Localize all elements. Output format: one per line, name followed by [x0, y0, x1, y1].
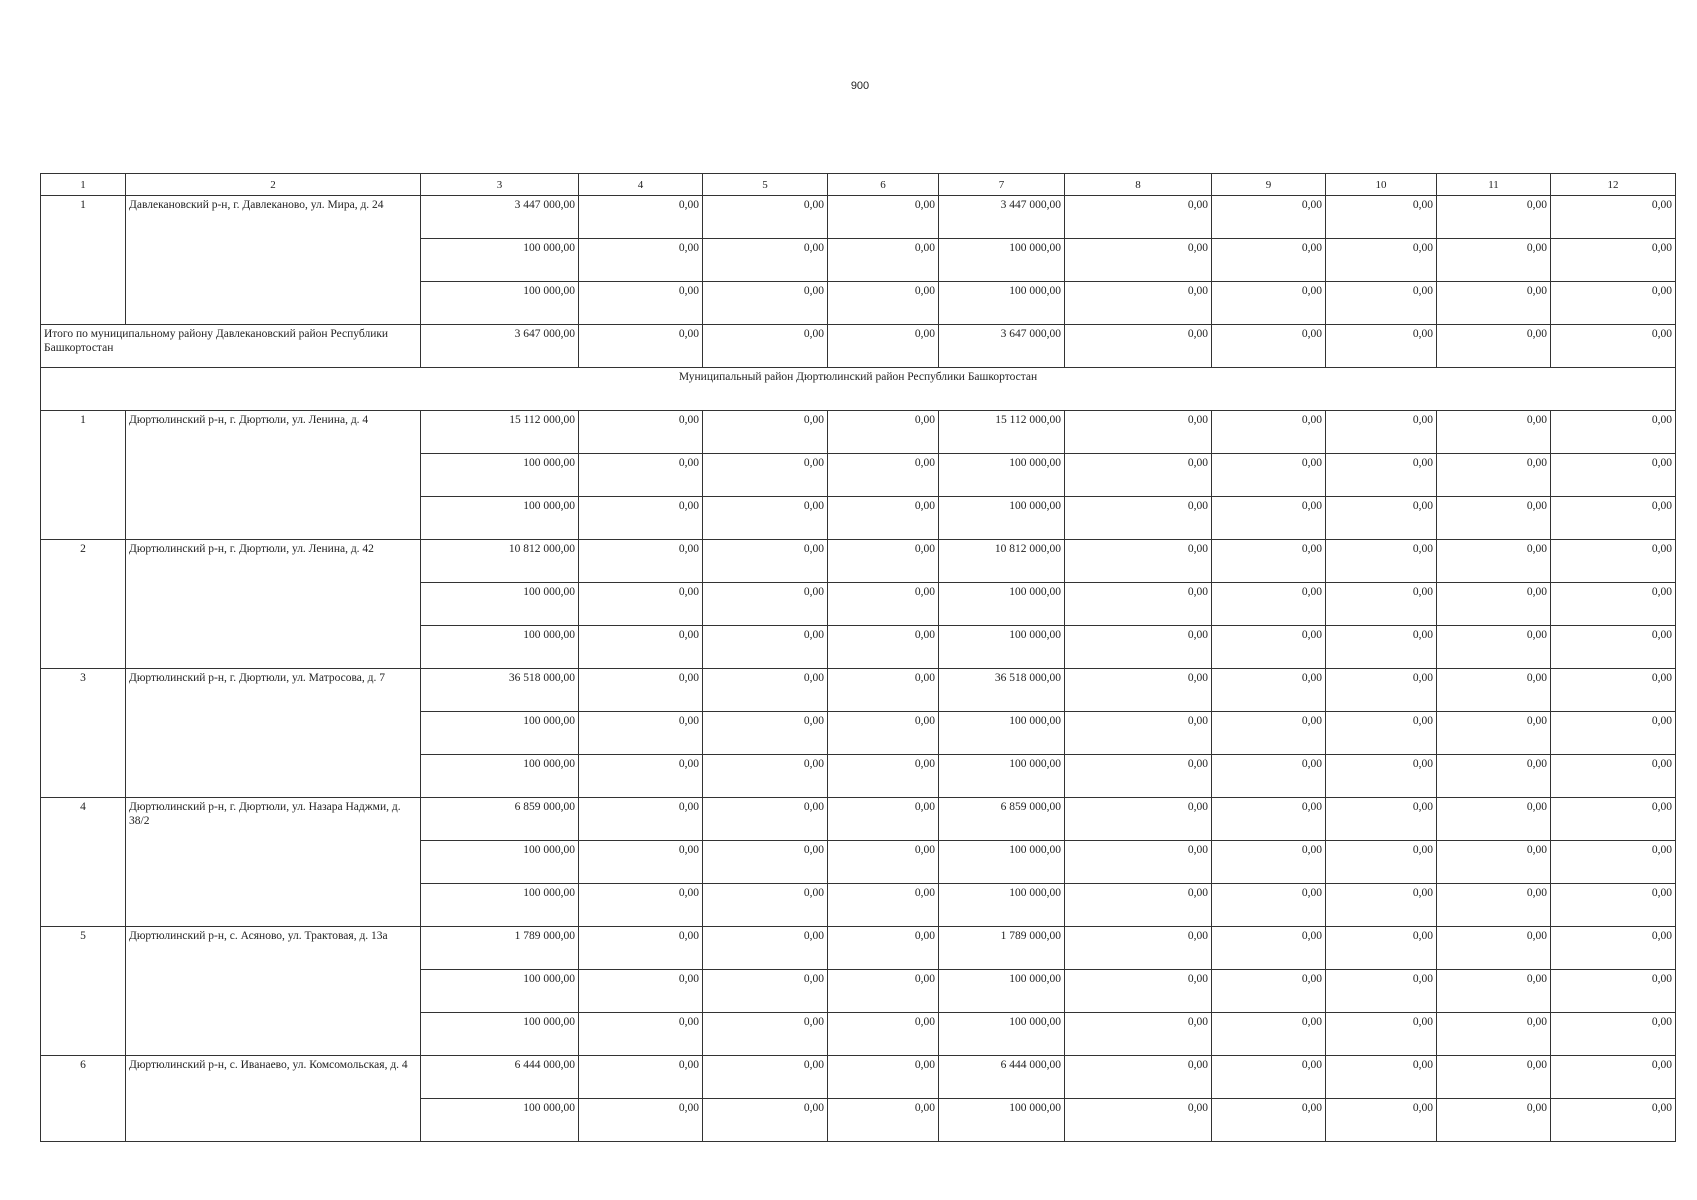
value-cell: 100 000,00 — [421, 841, 579, 884]
value-cell: 0,00 — [703, 1099, 828, 1142]
page-number: 900 — [850, 80, 870, 92]
value-cell: 0,00 — [1212, 669, 1326, 712]
value-cell: 0,00 — [1551, 282, 1676, 325]
value-cell: 0,00 — [1212, 755, 1326, 798]
value-cell: 100 000,00 — [421, 583, 579, 626]
value-cell: 100 000,00 — [939, 239, 1065, 282]
value-cell: 0,00 — [703, 1013, 828, 1056]
value-cell: 0,00 — [1212, 841, 1326, 884]
address-cell: Дюртюлинский р-н, г. Дюртюли, ул. Матросова, д. 7 — [126, 669, 421, 798]
value-cell: 0,00 — [1437, 239, 1551, 282]
value-cell: 0,00 — [1065, 583, 1212, 626]
value-cell: 0,00 — [828, 497, 939, 540]
table-row — [41, 196, 1676, 239]
value-cell: 0,00 — [1212, 239, 1326, 282]
value-cell: 0,00 — [1437, 454, 1551, 497]
value-cell: 0,00 — [1326, 712, 1437, 755]
total-row — [41, 325, 1676, 368]
value-cell: 0,00 — [828, 1056, 939, 1099]
address-cell: Давлекановский р-н, г. Давлеканово, ул. Мира, д. 24 — [126, 196, 421, 325]
value-cell: 0,00 — [828, 927, 939, 970]
value-cell: 0,00 — [579, 970, 703, 1013]
value-cell: 0,00 — [579, 454, 703, 497]
total-value-cell: 0,00 — [1065, 325, 1212, 368]
value-cell: 100 000,00 — [421, 239, 579, 282]
value-cell: 1 789 000,00 — [421, 927, 579, 970]
section-title: Муниципальный район Дюртюлинский район Республики Башкортостан — [41, 368, 1676, 411]
value-cell: 0,00 — [703, 798, 828, 841]
value-cell: 0,00 — [1065, 1099, 1212, 1142]
value-cell: 100 000,00 — [939, 1099, 1065, 1142]
value-cell: 0,00 — [579, 884, 703, 927]
address-cell: Дюртюлинский р-н, г. Дюртюли, ул. Назара Наджми, д. 38/2 — [126, 798, 421, 927]
value-cell: 100 000,00 — [939, 1013, 1065, 1056]
column-header: 3 — [421, 174, 579, 196]
value-cell: 0,00 — [1065, 540, 1212, 583]
value-cell: 0,00 — [828, 1013, 939, 1056]
value-cell: 0,00 — [828, 884, 939, 927]
value-cell: 15 112 000,00 — [939, 411, 1065, 454]
value-cell: 0,00 — [579, 669, 703, 712]
value-cell: 0,00 — [1212, 1013, 1326, 1056]
value-cell: 0,00 — [828, 712, 939, 755]
table-row — [41, 669, 1676, 712]
value-cell: 0,00 — [579, 1099, 703, 1142]
value-cell: 0,00 — [703, 540, 828, 583]
value-cell: 6 444 000,00 — [939, 1056, 1065, 1099]
value-cell: 0,00 — [1326, 927, 1437, 970]
value-cell: 0,00 — [1326, 669, 1437, 712]
value-cell: 0,00 — [1437, 927, 1551, 970]
value-cell: 0,00 — [579, 927, 703, 970]
value-cell: 0,00 — [703, 841, 828, 884]
value-cell: 0,00 — [1437, 282, 1551, 325]
value-cell: 0,00 — [1212, 712, 1326, 755]
total-value-cell: 0,00 — [828, 325, 939, 368]
value-cell: 0,00 — [1065, 927, 1212, 970]
value-cell: 0,00 — [1065, 454, 1212, 497]
value-cell: 0,00 — [703, 497, 828, 540]
value-cell: 0,00 — [1212, 497, 1326, 540]
value-cell: 0,00 — [828, 626, 939, 669]
value-cell: 0,00 — [1551, 454, 1676, 497]
value-cell: 100 000,00 — [421, 626, 579, 669]
row-number: 1 — [41, 411, 126, 540]
value-cell: 0,00 — [1065, 798, 1212, 841]
total-value-cell: 0,00 — [579, 325, 703, 368]
value-cell: 0,00 — [1065, 497, 1212, 540]
value-cell: 100 000,00 — [939, 497, 1065, 540]
value-cell: 0,00 — [1551, 669, 1676, 712]
value-cell: 0,00 — [828, 282, 939, 325]
address-cell: Дюртюлинский р-н, г. Дюртюли, ул. Ленина, д. 42 — [126, 540, 421, 669]
value-cell: 0,00 — [1326, 282, 1437, 325]
value-cell: 10 812 000,00 — [421, 540, 579, 583]
value-cell: 0,00 — [579, 540, 703, 583]
column-header: 2 — [126, 174, 421, 196]
value-cell: 0,00 — [1065, 239, 1212, 282]
value-cell: 0,00 — [1551, 239, 1676, 282]
value-cell: 100 000,00 — [939, 970, 1065, 1013]
value-cell: 0,00 — [1551, 841, 1676, 884]
value-cell: 0,00 — [828, 239, 939, 282]
value-cell: 3 447 000,00 — [421, 196, 579, 239]
value-cell: 6 444 000,00 — [421, 1056, 579, 1099]
value-cell: 0,00 — [579, 798, 703, 841]
table-row — [41, 1056, 1676, 1099]
total-value-cell: 0,00 — [703, 325, 828, 368]
row-number: 2 — [41, 540, 126, 669]
total-value-cell: 0,00 — [1212, 325, 1326, 368]
data-table — [40, 173, 1676, 1142]
value-cell: 0,00 — [828, 970, 939, 1013]
table-row — [41, 540, 1676, 583]
value-cell: 100 000,00 — [421, 755, 579, 798]
value-cell: 0,00 — [1212, 927, 1326, 970]
value-cell: 0,00 — [1551, 196, 1676, 239]
value-cell: 0,00 — [1437, 669, 1551, 712]
value-cell: 0,00 — [1212, 282, 1326, 325]
value-cell: 0,00 — [1437, 1056, 1551, 1099]
value-cell: 0,00 — [1551, 970, 1676, 1013]
table-row — [41, 411, 1676, 454]
value-cell: 0,00 — [1551, 497, 1676, 540]
value-cell: 36 518 000,00 — [939, 669, 1065, 712]
value-cell: 0,00 — [828, 454, 939, 497]
value-cell: 0,00 — [1212, 970, 1326, 1013]
value-cell: 100 000,00 — [421, 884, 579, 927]
value-cell: 0,00 — [1551, 540, 1676, 583]
value-cell: 6 859 000,00 — [939, 798, 1065, 841]
address-cell: Дюртюлинский р-н, с. Иванаево, ул. Комсомольская, д. 4 — [126, 1056, 421, 1142]
value-cell: 0,00 — [703, 454, 828, 497]
value-cell: 0,00 — [703, 927, 828, 970]
total-value-cell: 3 647 000,00 — [939, 325, 1065, 368]
value-cell: 0,00 — [1551, 1099, 1676, 1142]
total-value-cell: 3 647 000,00 — [421, 325, 579, 368]
value-cell: 0,00 — [703, 884, 828, 927]
value-cell: 0,00 — [1065, 841, 1212, 884]
value-cell: 0,00 — [1326, 755, 1437, 798]
value-cell: 0,00 — [1437, 1013, 1551, 1056]
address-cell: Дюртюлинский р-н, с. Асяново, ул. Трактовая, д. 13а — [126, 927, 421, 1056]
value-cell: 100 000,00 — [939, 712, 1065, 755]
total-value-cell: 0,00 — [1326, 325, 1437, 368]
value-cell: 0,00 — [1551, 798, 1676, 841]
value-cell: 0,00 — [1551, 884, 1676, 927]
value-cell: 36 518 000,00 — [421, 669, 579, 712]
value-cell: 0,00 — [703, 712, 828, 755]
value-cell: 0,00 — [703, 669, 828, 712]
value-cell: 0,00 — [1212, 454, 1326, 497]
value-cell: 100 000,00 — [421, 712, 579, 755]
value-cell: 0,00 — [1212, 884, 1326, 927]
value-cell: 0,00 — [703, 626, 828, 669]
value-cell: 0,00 — [579, 411, 703, 454]
value-cell: 15 112 000,00 — [421, 411, 579, 454]
value-cell: 0,00 — [579, 841, 703, 884]
value-cell: 0,00 — [1326, 239, 1437, 282]
value-cell: 0,00 — [579, 196, 703, 239]
value-cell: 100 000,00 — [421, 970, 579, 1013]
value-cell: 0,00 — [1065, 196, 1212, 239]
value-cell: 100 000,00 — [421, 1099, 579, 1142]
value-cell: 100 000,00 — [939, 626, 1065, 669]
value-cell: 0,00 — [1551, 927, 1676, 970]
value-cell: 100 000,00 — [939, 755, 1065, 798]
value-cell: 0,00 — [828, 196, 939, 239]
value-cell: 100 000,00 — [939, 282, 1065, 325]
value-cell: 0,00 — [1437, 540, 1551, 583]
value-cell: 0,00 — [1326, 970, 1437, 1013]
value-cell: 0,00 — [703, 1056, 828, 1099]
value-cell: 100 000,00 — [421, 1013, 579, 1056]
value-cell: 0,00 — [1551, 411, 1676, 454]
value-cell: 0,00 — [1551, 755, 1676, 798]
column-header-row — [41, 174, 1676, 196]
column-header: 10 — [1326, 174, 1437, 196]
value-cell: 0,00 — [703, 411, 828, 454]
value-cell: 0,00 — [1065, 755, 1212, 798]
value-cell: 0,00 — [703, 755, 828, 798]
value-cell: 0,00 — [1437, 841, 1551, 884]
value-cell: 0,00 — [579, 583, 703, 626]
value-cell: 0,00 — [1326, 540, 1437, 583]
value-cell: 100 000,00 — [939, 884, 1065, 927]
value-cell: 3 447 000,00 — [939, 196, 1065, 239]
value-cell: 0,00 — [1326, 583, 1437, 626]
column-header: 9 — [1212, 174, 1326, 196]
value-cell: 100 000,00 — [421, 454, 579, 497]
value-cell: 0,00 — [579, 497, 703, 540]
value-cell: 0,00 — [579, 239, 703, 282]
value-cell: 0,00 — [828, 669, 939, 712]
value-cell: 6 859 000,00 — [421, 798, 579, 841]
value-cell: 0,00 — [1065, 1056, 1212, 1099]
value-cell: 0,00 — [1326, 454, 1437, 497]
column-header: 8 — [1065, 174, 1212, 196]
table-body — [41, 174, 1676, 1142]
value-cell: 0,00 — [1437, 583, 1551, 626]
value-cell: 0,00 — [1437, 196, 1551, 239]
value-cell: 0,00 — [1326, 1056, 1437, 1099]
value-cell: 0,00 — [828, 540, 939, 583]
column-header: 4 — [579, 174, 703, 196]
value-cell: 0,00 — [1212, 583, 1326, 626]
column-header: 1 — [41, 174, 126, 196]
value-cell: 0,00 — [828, 841, 939, 884]
value-cell: 0,00 — [1212, 540, 1326, 583]
value-cell: 0,00 — [1551, 1013, 1676, 1056]
value-cell: 0,00 — [1437, 1099, 1551, 1142]
value-cell: 0,00 — [1326, 798, 1437, 841]
row-number: 5 — [41, 927, 126, 1056]
value-cell: 0,00 — [1437, 884, 1551, 927]
value-cell: 0,00 — [579, 755, 703, 798]
value-cell: 0,00 — [828, 411, 939, 454]
value-cell: 0,00 — [703, 970, 828, 1013]
value-cell: 0,00 — [1212, 411, 1326, 454]
value-cell: 0,00 — [1437, 798, 1551, 841]
value-cell: 0,00 — [703, 282, 828, 325]
value-cell: 0,00 — [1551, 1056, 1676, 1099]
row-number: 4 — [41, 798, 126, 927]
value-cell: 0,00 — [1326, 1013, 1437, 1056]
value-cell: 0,00 — [828, 798, 939, 841]
value-cell: 0,00 — [1326, 884, 1437, 927]
value-cell: 0,00 — [703, 583, 828, 626]
value-cell: 0,00 — [1065, 884, 1212, 927]
value-cell: 0,00 — [1551, 626, 1676, 669]
value-cell: 0,00 — [703, 196, 828, 239]
value-cell: 0,00 — [579, 1013, 703, 1056]
table-row — [41, 798, 1676, 841]
row-number: 3 — [41, 669, 126, 798]
value-cell: 0,00 — [1065, 669, 1212, 712]
value-cell: 0,00 — [1326, 626, 1437, 669]
value-cell: 0,00 — [1212, 196, 1326, 239]
value-cell: 100 000,00 — [939, 583, 1065, 626]
value-cell: 0,00 — [1065, 411, 1212, 454]
value-cell: 0,00 — [1437, 497, 1551, 540]
total-value-cell: 0,00 — [1437, 325, 1551, 368]
column-header: 5 — [703, 174, 828, 196]
value-cell: 0,00 — [828, 1099, 939, 1142]
value-cell: 0,00 — [1551, 583, 1676, 626]
value-cell: 0,00 — [1437, 626, 1551, 669]
row-number: 6 — [41, 1056, 126, 1142]
value-cell: 0,00 — [579, 1056, 703, 1099]
value-cell: 0,00 — [579, 712, 703, 755]
value-cell: 0,00 — [1065, 1013, 1212, 1056]
column-header: 11 — [1437, 174, 1551, 196]
value-cell: 0,00 — [1065, 970, 1212, 1013]
address-cell: Дюртюлинский р-н, г. Дюртюли, ул. Ленина, д. 4 — [126, 411, 421, 540]
value-cell: 0,00 — [1437, 970, 1551, 1013]
column-header: 6 — [828, 174, 939, 196]
value-cell: 0,00 — [1326, 196, 1437, 239]
value-cell: 0,00 — [828, 583, 939, 626]
value-cell: 1 789 000,00 — [939, 927, 1065, 970]
table-row — [41, 927, 1676, 970]
value-cell: 0,00 — [703, 239, 828, 282]
value-cell: 0,00 — [579, 626, 703, 669]
value-cell: 0,00 — [1437, 411, 1551, 454]
value-cell: 0,00 — [1551, 712, 1676, 755]
total-value-cell: 0,00 — [1551, 325, 1676, 368]
value-cell: 100 000,00 — [939, 841, 1065, 884]
value-cell: 0,00 — [1326, 841, 1437, 884]
value-cell: 10 812 000,00 — [939, 540, 1065, 583]
value-cell: 0,00 — [1212, 1099, 1326, 1142]
value-cell: 0,00 — [1437, 712, 1551, 755]
value-cell: 0,00 — [828, 755, 939, 798]
value-cell: 100 000,00 — [421, 497, 579, 540]
value-cell: 0,00 — [1065, 282, 1212, 325]
total-label: Итого по муниципальному району Давлекановский район Республики Башкортостан — [41, 325, 421, 368]
value-cell: 0,00 — [1437, 755, 1551, 798]
column-header: 12 — [1551, 174, 1676, 196]
value-cell: 0,00 — [1212, 798, 1326, 841]
value-cell: 100 000,00 — [421, 282, 579, 325]
value-cell: 0,00 — [1326, 411, 1437, 454]
value-cell: 0,00 — [1326, 1099, 1437, 1142]
section-row — [41, 368, 1676, 411]
value-cell: 0,00 — [1065, 626, 1212, 669]
value-cell: 0,00 — [1065, 712, 1212, 755]
value-cell: 0,00 — [1326, 497, 1437, 540]
column-header: 7 — [939, 174, 1065, 196]
row-number: 1 — [41, 196, 126, 325]
value-cell: 0,00 — [579, 282, 703, 325]
value-cell: 0,00 — [1212, 1056, 1326, 1099]
value-cell: 0,00 — [1212, 626, 1326, 669]
value-cell: 100 000,00 — [939, 454, 1065, 497]
